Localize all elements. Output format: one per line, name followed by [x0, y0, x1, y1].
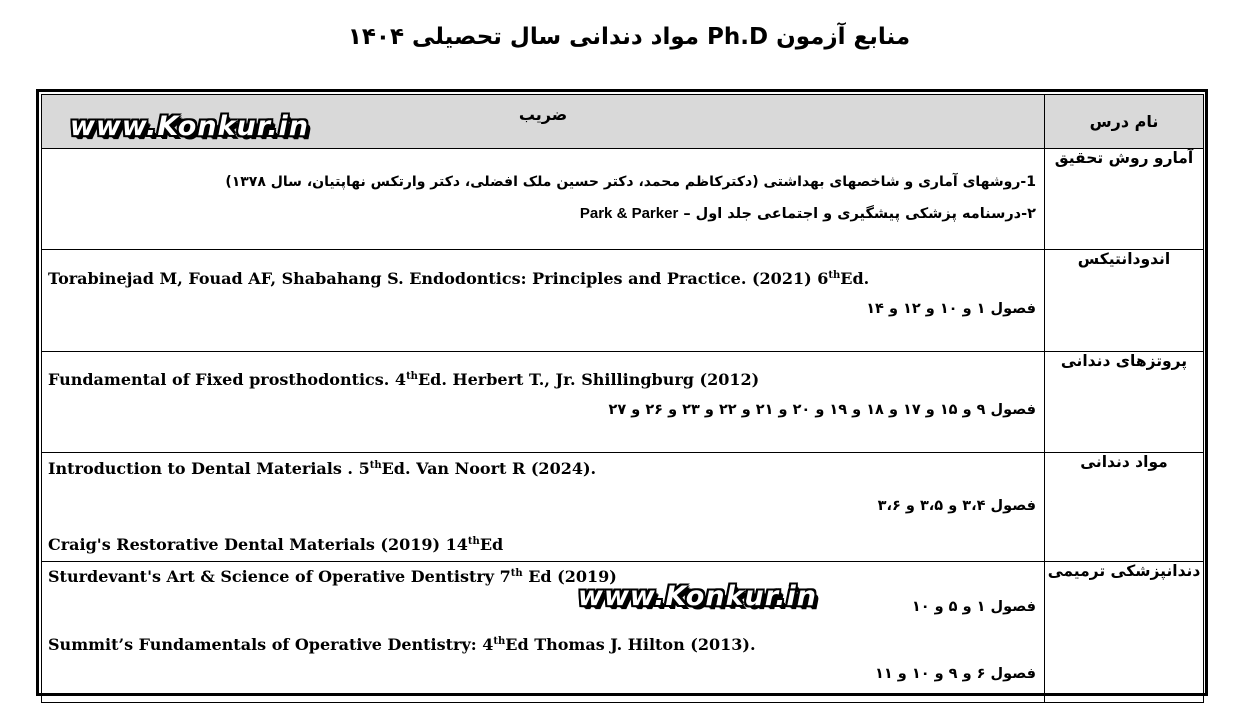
- book-title: Torabinejad M, Fouad AF, Shabahang S. Endodontics: Principles and Practice. (2021) 6: [48, 269, 829, 288]
- table-row: [42, 453, 1204, 562]
- table-row: [42, 352, 1204, 453]
- book-title-tail: Ed.: [840, 269, 870, 288]
- superscript: th: [510, 568, 523, 579]
- book-title: Summit’s Fundamentals of Operative Dentistry: 4: [48, 635, 494, 654]
- chapters-line: فصول ۱ و ۵ و ۱۰: [911, 599, 1036, 615]
- watermark: www.Konkur.in: [578, 581, 817, 612]
- reference-cell: [42, 453, 1045, 562]
- book-title: Fundamental of Fixed prosthodontics. 4: [48, 370, 407, 389]
- watermark: www.Konkur.in: [70, 111, 309, 142]
- reference-cell: [42, 149, 1045, 250]
- reference-line: [48, 567, 617, 586]
- chapters-line: فصول ۱ و ۱۰ و ۱۲ و ۱۴: [866, 301, 1036, 317]
- reference-cell: [42, 562, 1045, 703]
- reference-text: ۲-درسنامه پزشکی پیشگیری و اجتماعی جلد اول –: [683, 206, 1036, 222]
- book-title-tail: Ed. Van Noort R (2024).: [381, 459, 597, 478]
- superscript: th: [493, 636, 506, 647]
- book-title: Introduction to Dental Materials . 5: [48, 459, 370, 478]
- reference-line: [48, 459, 596, 478]
- book-title: Sturdevant's Art & Science of Operative Dentistry 7: [48, 567, 511, 586]
- book-title: Craig's Restorative Dental Materials (2019) 14: [48, 535, 468, 554]
- course-name: دندانپزشکی ترمیمی: [1045, 562, 1204, 703]
- superscript: th: [828, 270, 841, 281]
- course-name: مواد دندانی: [1045, 453, 1204, 562]
- page-title: منابع آزمون Ph.D مواد دندانی سال تحصیلی ۱۴۰۴: [347, 24, 911, 50]
- chapters-line: فصول ۳،۴ و ۳،۵ و ۳،۶: [877, 498, 1036, 514]
- reference-cell: [42, 352, 1045, 453]
- reference-line: [48, 370, 759, 389]
- course-name: اندودانتیکس: [1045, 250, 1204, 352]
- reference-line: [580, 205, 1036, 222]
- chapters-line: فصول ۶ و ۹ و ۱۰ و ۱۱: [875, 666, 1036, 682]
- superscript: th: [467, 536, 480, 547]
- course-name: آمارو روش تحقیق: [1045, 149, 1204, 250]
- reference-line: [48, 635, 756, 654]
- table-row: [42, 149, 1204, 250]
- book-title-tail: Ed (2019): [522, 567, 617, 586]
- header-reference: ضریب: [42, 95, 1045, 149]
- book-title-tail: Ed. Herbert T., Jr. Shillingburg (2012): [417, 370, 760, 389]
- superscript: th: [406, 371, 418, 382]
- table-row: [42, 250, 1204, 352]
- reference-line: 1-روشهای آماری و شاخصهای بهداشتی (دکترکاظم محمد، دکتر حسین ملک افضلی، دکتر وارتکس نهاپتیان، سال ۱۳۷۸): [225, 174, 1036, 190]
- reference-line: [48, 535, 503, 554]
- header-course-name: نام درس: [1045, 95, 1204, 149]
- book-title-tail: Ed Thomas J. Hilton (2013).: [505, 635, 756, 654]
- book-title-tail: Ed: [479, 535, 504, 554]
- reference-text-en: Park & Parker: [579, 205, 679, 222]
- superscript: th: [369, 460, 382, 471]
- reference-line: [48, 269, 869, 288]
- reference-cell: [42, 250, 1045, 352]
- chapters-line: فصول ۹ و ۱۵ و ۱۷ و ۱۸ و ۱۹ و ۲۰ و ۲۱ و ۲۲ و ۲۳ و ۲۶ و ۲۷: [608, 402, 1036, 418]
- course-name: پروتزهای دندانی: [1045, 352, 1204, 453]
